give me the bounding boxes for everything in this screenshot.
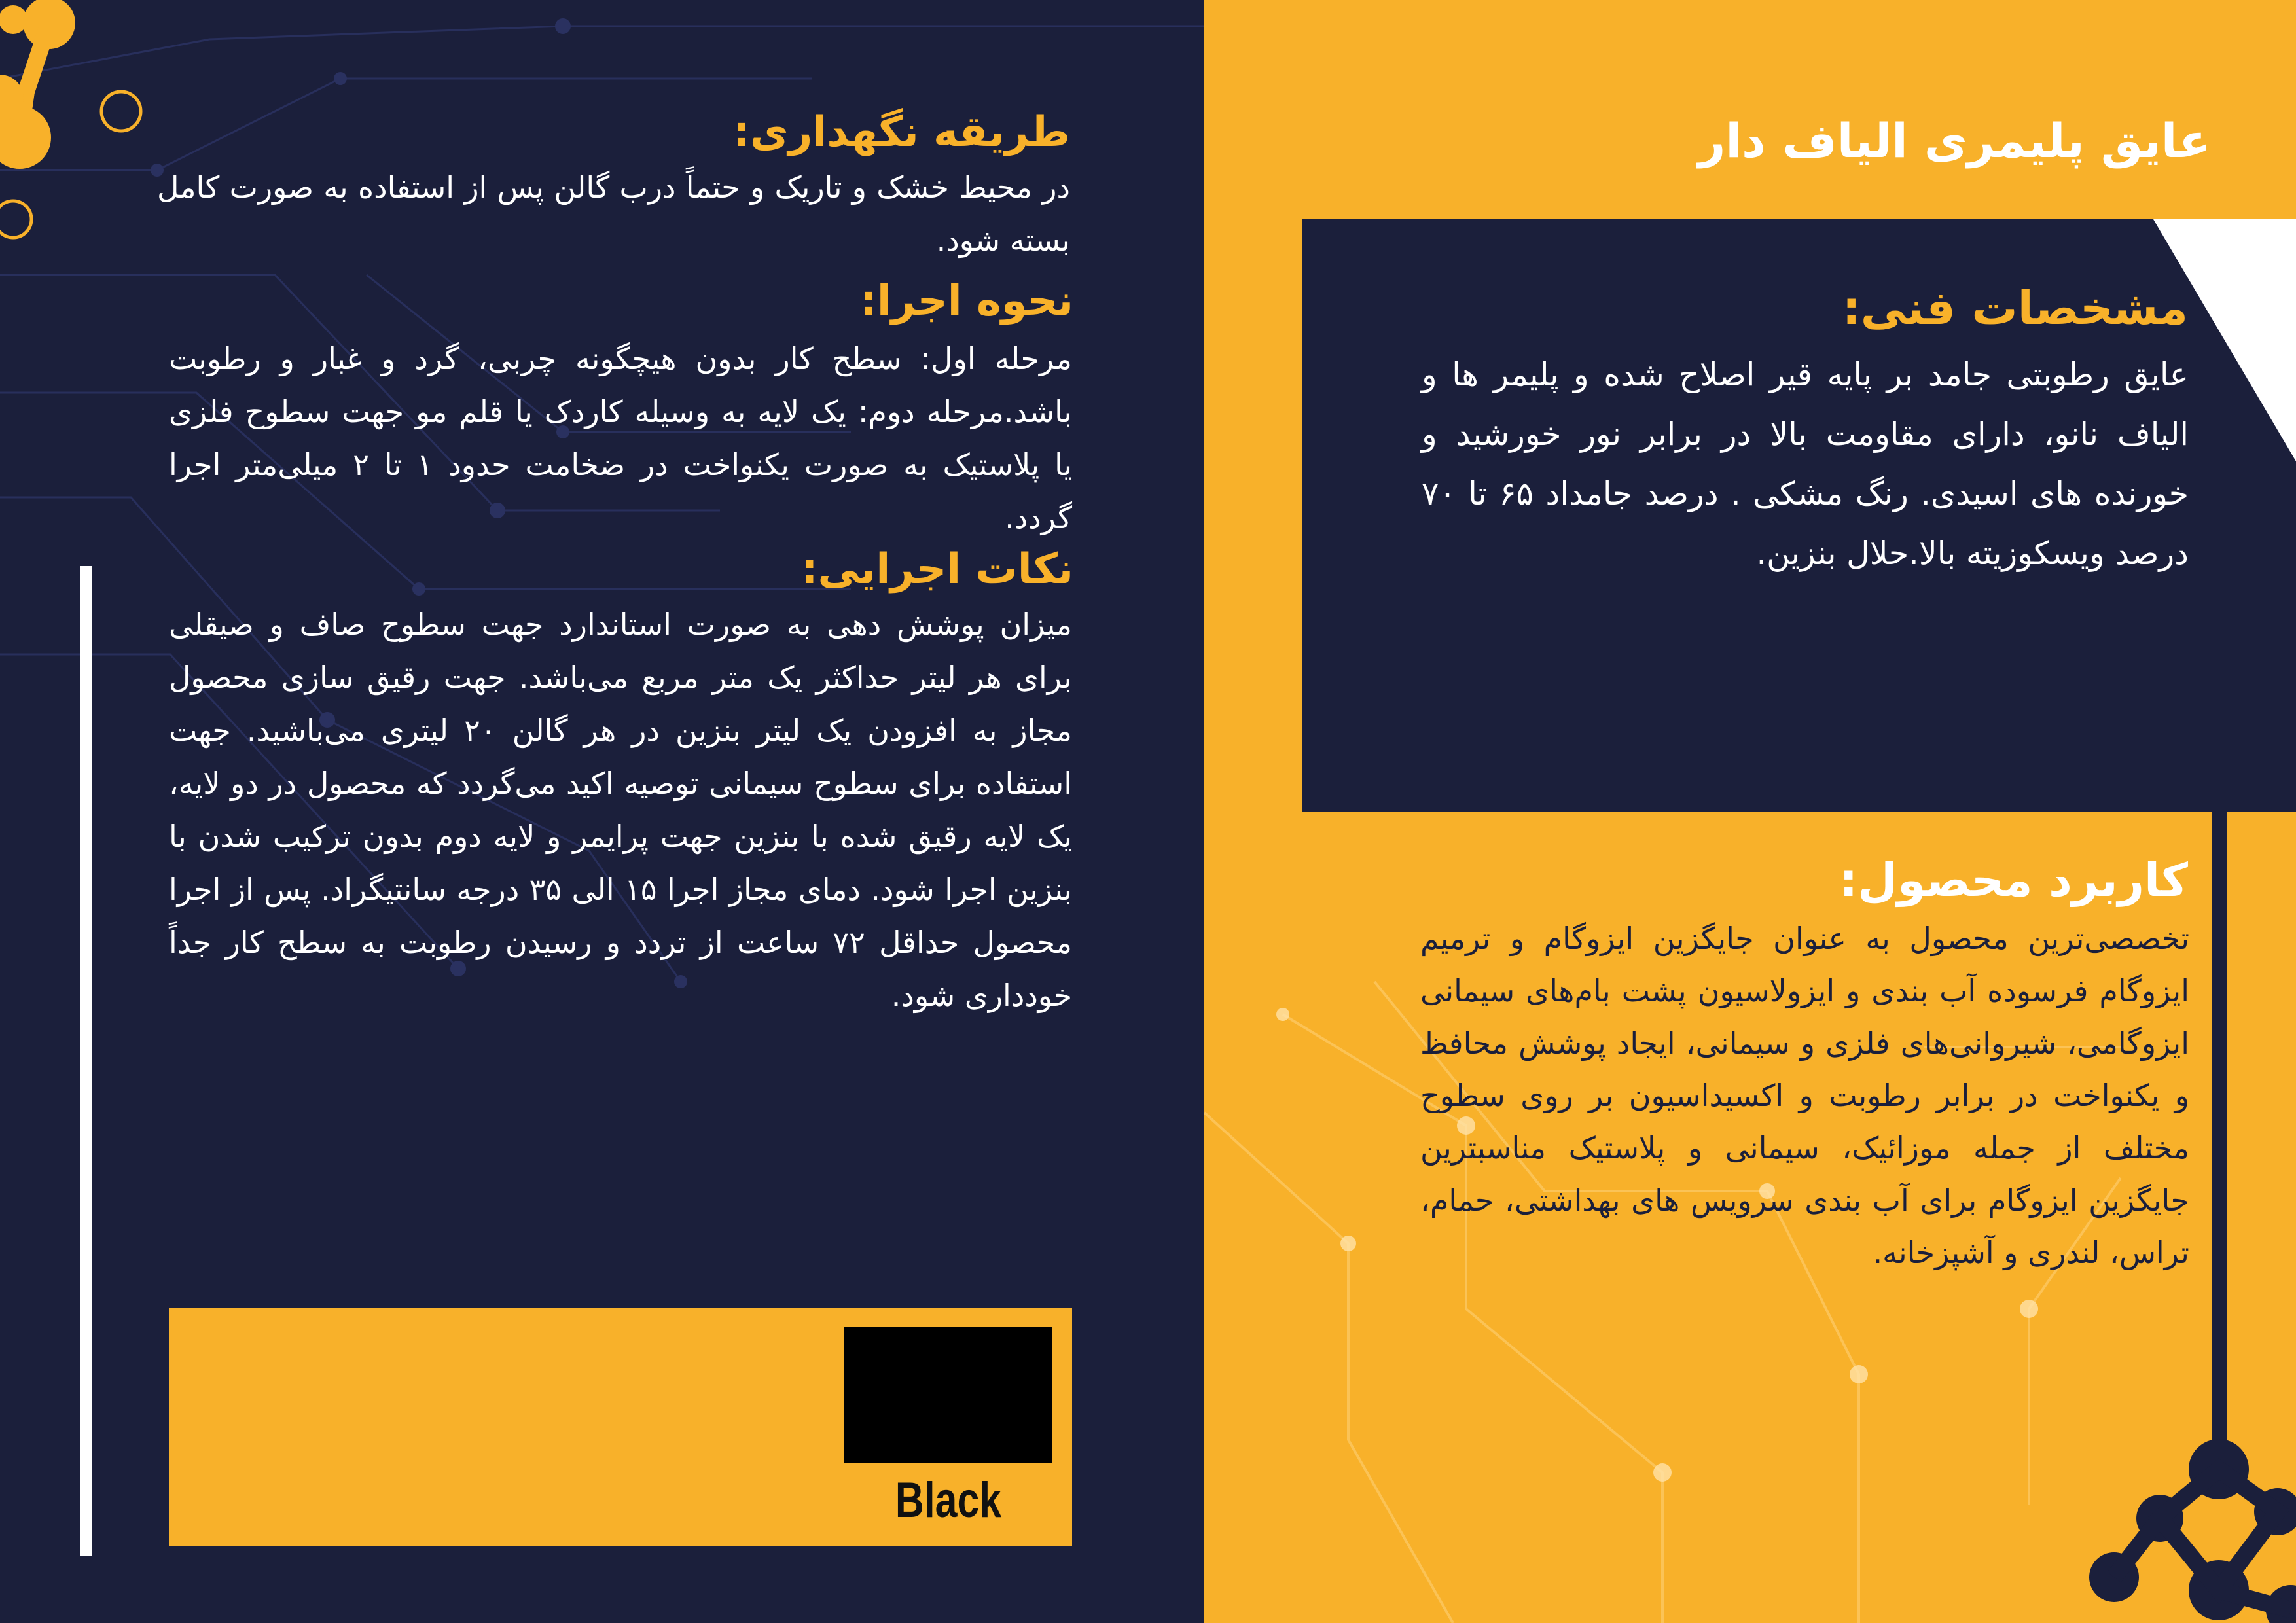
application-method-body: مرحله اول: سطح کار بدون هیچگونه چربی، گرد و غبار و رطوبت باشد.مرحله دوم: یک لایه به وسیله کاردک یا قلم مو جهت سطوح فلزی یا پلاستیک به صورت یکنواخت در ضخامت حدود ۱ تا ۲ میلی‌متر اجرا گردد. xyxy=(169,341,1072,535)
application-notes-body: میزان پوشش دهی به صورت استاندارد جهت سطوح صاف و صیقلی برای هر لیتر حداکثر یک متر مربع می‌باشد. جهت رقیق سازی محصول مجاز به افزودن یک لیتر بنزین در هر گالن ۲۰ لیتری می‌باشید. جهت استفاده برای سطوح سیمانی توصیه اکید می‌گردد که محصول در دو لایه، یک لایه رقیق شده با بنزین جهت پرایمر و لایه دوم بدون ترکیب شدن با بنزین اجرا شود. دمای مجاز اجرا ۱۵ الی ۳۵ درجه سانتیگراد. پس از اجرا محصول حداقل ۷۲ ساعت از تردد و رسیدن رطوبت به سطح کار جداً خودداری شود. xyxy=(169,607,1073,1013)
color-swatch-black xyxy=(844,1327,1052,1463)
specs-title: مشخصات فنی: xyxy=(1842,281,2188,335)
application-notes-title: نکات اجرایی: xyxy=(800,545,1073,594)
molecule-icon-bottom xyxy=(2089,1439,2296,1623)
vertical-divider xyxy=(80,566,92,1556)
color-swatch-label: Black xyxy=(895,1472,1002,1528)
application-method-title: نحوه اجرا: xyxy=(860,277,1073,325)
molecule-icon xyxy=(0,0,141,238)
storage-body: در محیط خشک و تاریک و حتماً درب گالن پس از استفاده به صورت کامل بسته شود. xyxy=(157,169,1070,258)
storage-title: طریقه نگهداری: xyxy=(733,108,1070,156)
usage-title: کاربرد محصول: xyxy=(1839,853,2188,907)
color-swatch-box xyxy=(169,1308,1072,1546)
specs-body: عایق رطوبتی جامد بر پایه قیر اصلاح شده و پلیمر ها و الیاف نانو، دارای مقاومت بالا در برابر نور خورشید و خورنده های اسیدی. رنگ مشکی . درصد جامداد ۶۵ تا ۷۰ درصد ویسکوزیته بالا.حلال بنزین. xyxy=(1422,356,2189,572)
product-title: عایق پلیمری الیاف دار xyxy=(1698,113,2211,168)
usage-body: تخصصی‌ترین محصول به عنوان جایگزین ایزوگام و ترمیم ایزوگام فرسوده آب بندی و ایزولاسیون پشت بام‌های سیمانی ایزوگامی، شیروانی‌های فلزی و سیمانی، ایجاد پوشش محافظ و یکنواخت در برابر رطوبت و اکسیداسیون بر روی سطوح مختلف از جمله موزائیک، سیمانی و پلاستیک مناسبترین جایگزین ایزوگام برای آب بندی سرویس های بهداشتی، حمام، تراس، لندری و آشپزخانه. xyxy=(1420,921,2189,1270)
right-panel xyxy=(1204,0,2296,1623)
